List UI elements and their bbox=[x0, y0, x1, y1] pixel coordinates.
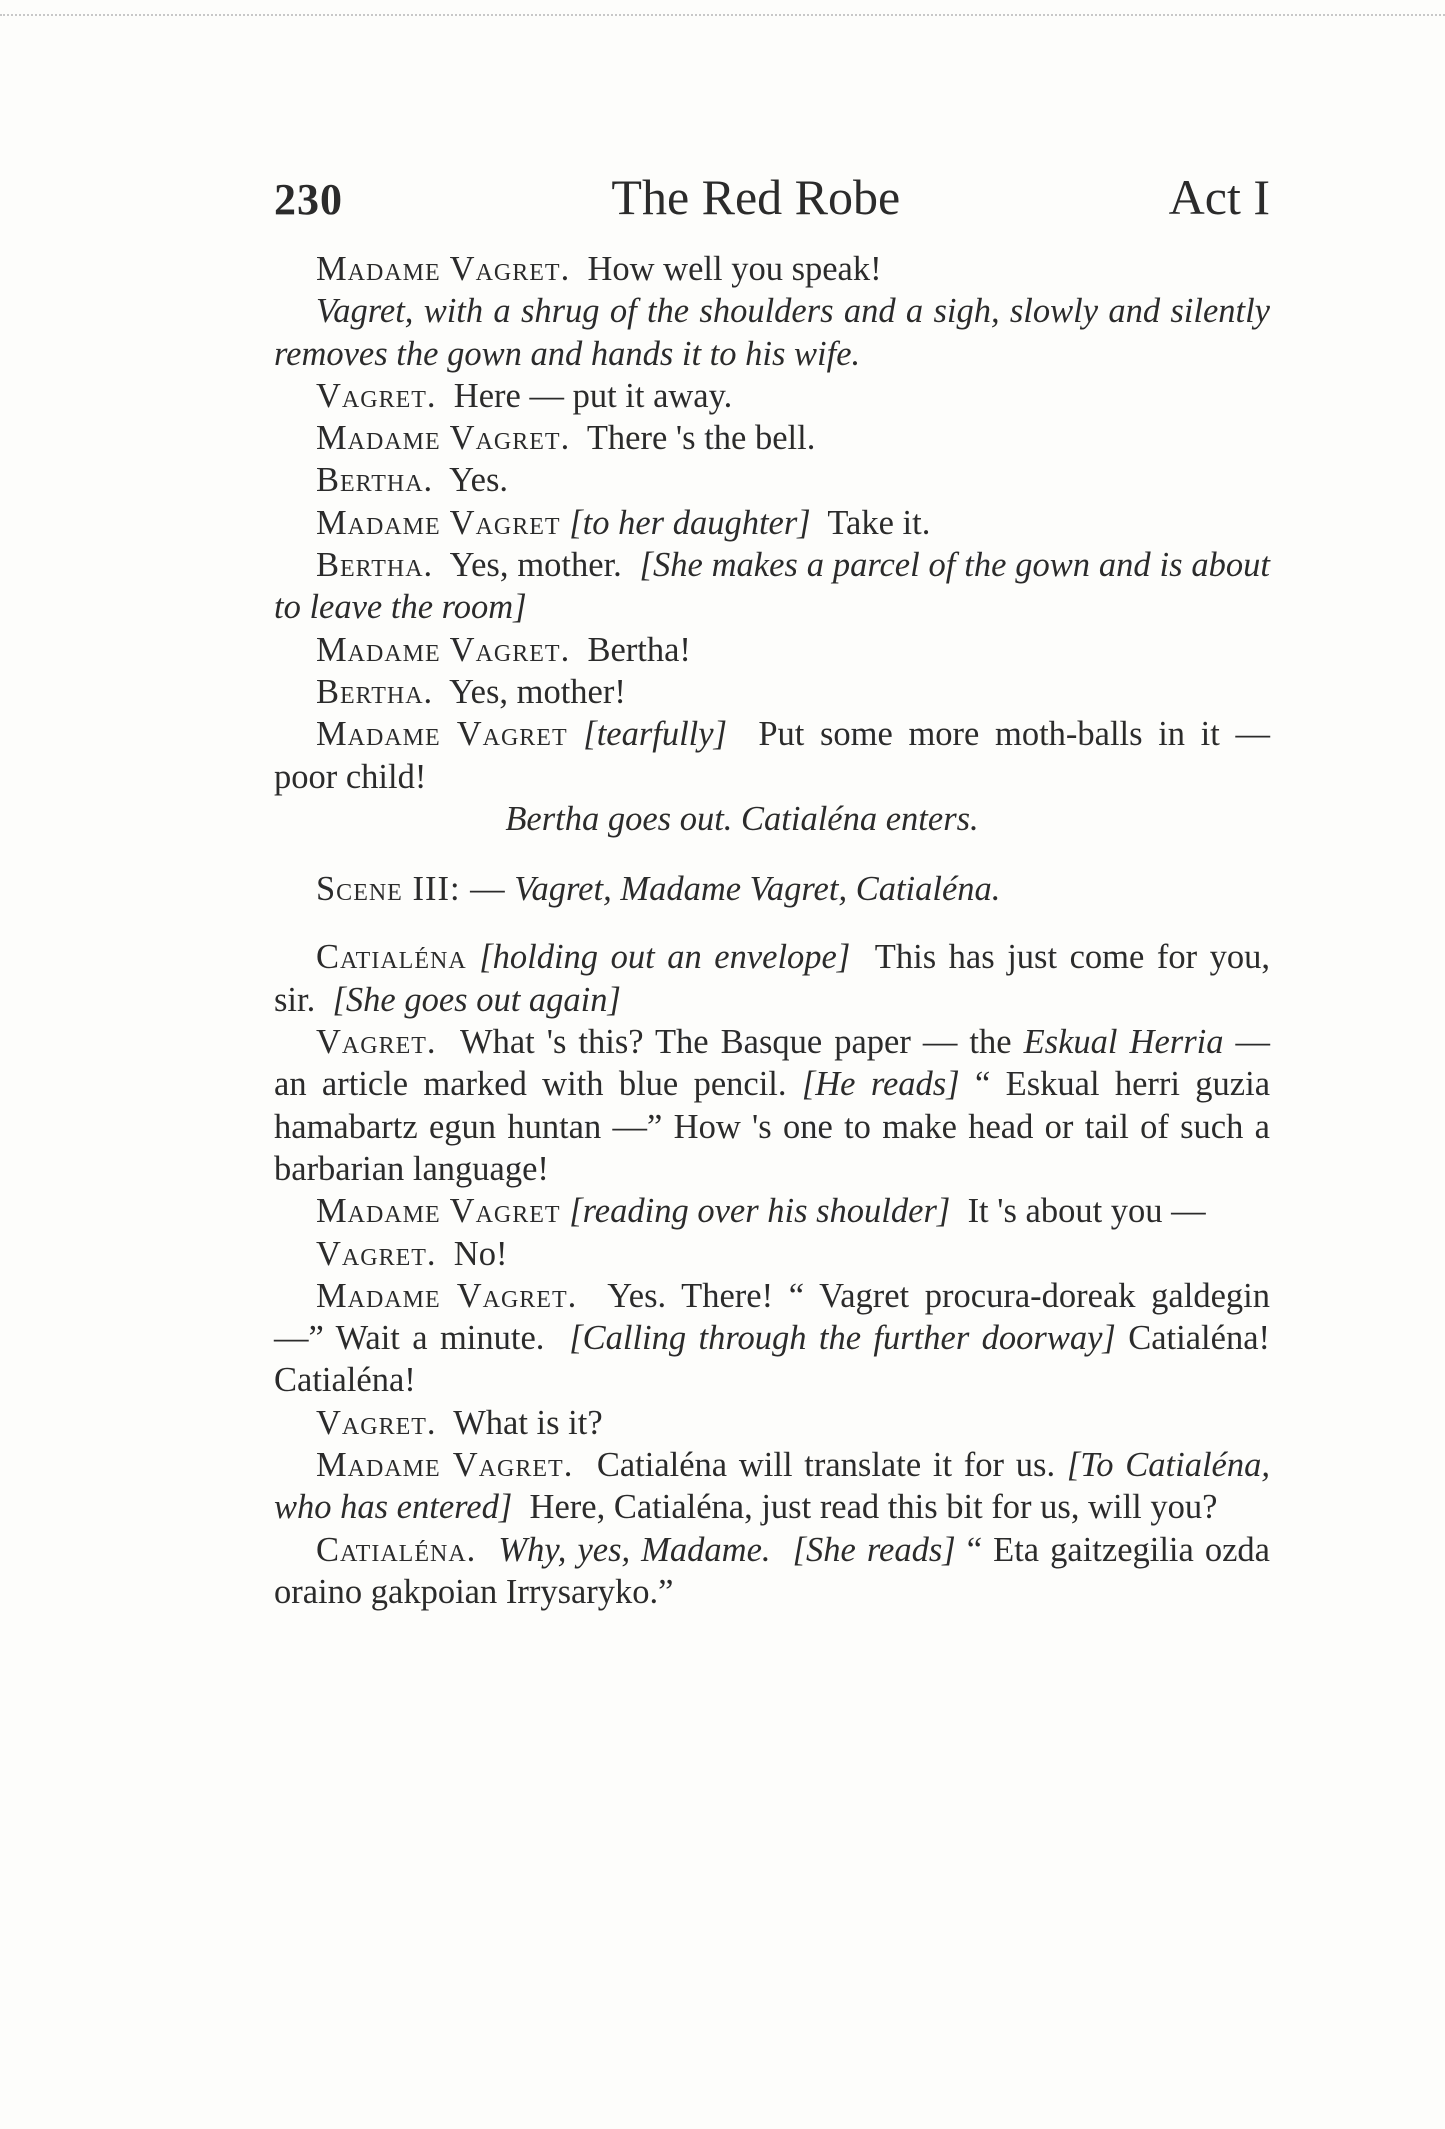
stage-direction: [to her daughter] bbox=[569, 503, 811, 542]
speaker: Vagret. bbox=[316, 376, 437, 415]
paper-title: Eskual Herria bbox=[1023, 1023, 1224, 1062]
speech bbox=[274, 544, 1270, 629]
act-label: Act I bbox=[1168, 169, 1270, 225]
speaker: Madame Vagret. bbox=[316, 419, 571, 458]
scene-characters: Vagret, Madame Vagret, Catialéna. bbox=[514, 870, 1001, 909]
speaker: Catialéna. bbox=[316, 1530, 477, 1569]
speech-text: “ Eta gaitzegilia ozda oraino gakpoian Irrysaryko.” bbox=[274, 1530, 1270, 1611]
speaker: Madame Vagret. bbox=[316, 250, 571, 288]
speech-text: Put some more moth-balls in it — poor child! bbox=[274, 715, 1271, 796]
stage-direction: [To Catialéna, who has entered] bbox=[274, 1446, 1270, 1527]
speech bbox=[274, 1190, 1270, 1232]
top-edge-dots bbox=[0, 14, 1445, 16]
speech-text: — an article marked with blue pencil. bbox=[274, 1023, 1270, 1104]
speaker: Madame Vagret bbox=[316, 503, 561, 542]
speech-text: Yes, mother. bbox=[449, 546, 622, 585]
speaker: Vagret. bbox=[316, 1023, 437, 1062]
speech bbox=[274, 629, 1270, 671]
speaker: Madame Vagret bbox=[316, 1192, 561, 1231]
speech-text: What is it? bbox=[453, 1403, 603, 1442]
speech-text: Bertha! bbox=[587, 630, 691, 669]
stage-direction: [Calling through the further doorway] bbox=[569, 1319, 1116, 1358]
speech bbox=[274, 459, 1270, 501]
speech bbox=[274, 1021, 1270, 1190]
scene-label: Scene III: — bbox=[316, 870, 506, 909]
speech-text: Take it. bbox=[827, 503, 931, 542]
speaker: Vagret. bbox=[316, 1403, 437, 1442]
speaker: Bertha. bbox=[316, 672, 434, 711]
speaker: Bertha. bbox=[316, 546, 434, 585]
stage-direction: [She makes a parcel of the gown and is about to leave the room] bbox=[274, 546, 1270, 627]
speech-text: Here, Catialéna, just read this bit for us, will you? bbox=[529, 1488, 1218, 1527]
speech-text: Why, yes, Madame. bbox=[498, 1530, 771, 1569]
speech bbox=[274, 1529, 1270, 1614]
stage-direction: Bertha goes out. Catialéna enters. bbox=[505, 799, 979, 838]
scene-heading bbox=[274, 868, 1270, 910]
speech bbox=[274, 1444, 1270, 1529]
stage-direction: [holding out an envelope] bbox=[479, 938, 851, 977]
speech-text: What 's this? The Basque paper — the bbox=[460, 1023, 1012, 1062]
speech-text: Here — put it away. bbox=[453, 376, 733, 415]
speech-text: This has just come for you, sir. bbox=[274, 938, 1270, 1019]
speech bbox=[274, 1233, 1270, 1275]
speech-text: It 's about you — bbox=[967, 1192, 1206, 1231]
stage-direction: [He reads] bbox=[801, 1065, 960, 1104]
speaker: Catialéna bbox=[316, 938, 467, 977]
speaker: Madame Vagret bbox=[316, 715, 568, 754]
running-title: The Red Robe bbox=[611, 169, 901, 225]
speaker: Bertha. bbox=[316, 461, 434, 500]
speech-text: Yes. There! “ Vagret procura-doreak galdegin —” Wait a minute. bbox=[274, 1276, 1270, 1358]
stage-direction: [She reads] bbox=[792, 1530, 956, 1569]
speech bbox=[274, 671, 1270, 713]
speaker: Madame Vagret. bbox=[316, 1276, 578, 1315]
speech bbox=[274, 1402, 1270, 1444]
page-number: 230 bbox=[274, 175, 343, 224]
speech-text: “ Eskual herri guzia hamabartz egun huntan —” How 's one to make head or tail of such a barbarian language! bbox=[274, 1065, 1271, 1188]
speech bbox=[274, 502, 1270, 544]
running-header bbox=[274, 168, 1270, 238]
stage-direction: Vagret, with a shrug of the shoulders and a sigh, slowly and silently removes the gown and hands it to his wife. bbox=[274, 292, 1270, 373]
speech-text: Catialéna will translate it for us. bbox=[596, 1446, 1056, 1485]
speech bbox=[274, 713, 1270, 798]
speech-text: Yes, mother! bbox=[449, 672, 626, 711]
speech-text: No! bbox=[453, 1234, 508, 1273]
speech bbox=[274, 417, 1270, 459]
speaker: Madame Vagret. bbox=[316, 630, 571, 669]
speech-text: Catialéna! Catialéna! bbox=[274, 1319, 1270, 1400]
speaker: Vagret. bbox=[316, 1234, 437, 1273]
stage-direction: [tearfully] bbox=[583, 715, 728, 754]
page-body bbox=[274, 248, 1270, 1613]
stage-direction: [reading over his shoulder] bbox=[569, 1192, 951, 1231]
speech bbox=[274, 936, 1270, 1021]
speech-text: Yes. bbox=[449, 461, 508, 500]
stage-direction: [She goes out again] bbox=[332, 980, 621, 1019]
speech bbox=[274, 375, 1270, 417]
speech bbox=[274, 248, 1270, 290]
speaker: Madame Vagret. bbox=[316, 1446, 574, 1485]
speech-text: There 's the bell. bbox=[586, 419, 816, 458]
speech-text: How well you speak! bbox=[587, 250, 882, 288]
speech bbox=[274, 1275, 1270, 1402]
